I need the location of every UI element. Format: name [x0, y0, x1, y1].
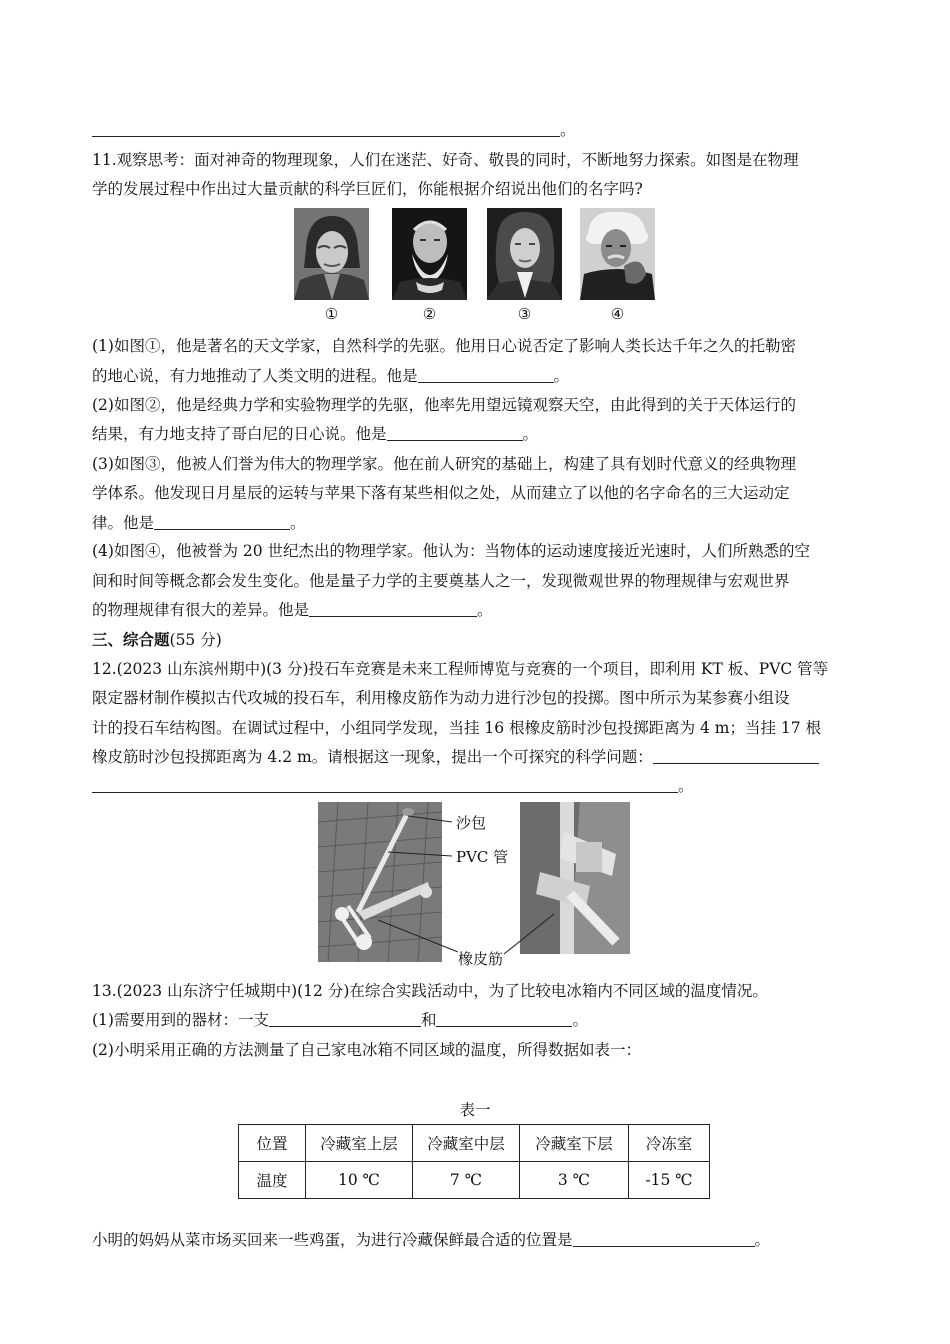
portrait-3-image: [487, 208, 562, 300]
table-cell: 温度: [239, 1162, 306, 1199]
portrait-2-image: [392, 208, 467, 300]
fridge-temperature-table: [238, 1124, 710, 1199]
answer-blank[interactable]: [92, 118, 560, 137]
q12-text-line: 橡皮筋时沙包投掷距离为 4.2 m。请根据这一现象，提出一个可探究的科学问题：: [92, 743, 819, 772]
portrait-label: ④: [610, 305, 625, 323]
table-cell: 冷藏室下层: [520, 1125, 629, 1162]
answer-blank[interactable]: [92, 774, 678, 793]
catapult-figure: [318, 802, 638, 970]
q11-p4-line: (4)如图④，他被誉为 20 世纪杰出的物理学家。他认为：当物体的运动速度接近光速时，人们所熟悉的空: [92, 542, 811, 560]
answer-blank[interactable]: [269, 1008, 421, 1027]
q13-text-line: 小明的妈妈从菜市场买回来一些鸡蛋，为进行冷藏保鲜最合适的位置是 。: [92, 1226, 770, 1255]
table-row: [239, 1162, 710, 1199]
answer-blank[interactable]: [154, 511, 290, 530]
table-cell: 冷藏室上层: [306, 1125, 413, 1162]
answer-blank[interactable]: [573, 1228, 755, 1247]
q11-p3-line: 律。他是 。: [92, 509, 306, 538]
portrait-1-image: [294, 208, 369, 300]
scientist-portraits: [294, 208, 664, 326]
label-pvc-pipe: PVC 管: [456, 848, 509, 866]
q11-p3-line: (3)如图③，他被人们誉为伟大的物理学家。他在前人研究的基础上，构建了具有划时代意义的经典物理: [92, 455, 796, 473]
answer-blank[interactable]: [418, 364, 554, 383]
q12-text-line: 计的投石车结构图。在调试过程中，小组同学发现，当挂 16 根橡皮筋时沙包投掷距离为 4 m；当挂 17 根: [92, 719, 822, 737]
q13-text-line: 13.(2023 山东济宁任城期中)(12 分)在综合实践活动中，为了比较电冰箱内不同区域的温度情况。: [92, 982, 768, 1000]
table-header-row: [239, 1125, 710, 1162]
q12-text-line: 12.(2023 山东滨州期中)(3 分)投石车竞赛是未来工程师博览与竞赛的一个项目，即利用 KT 板、PVC 管等: [92, 660, 829, 678]
answer-blank[interactable]: [309, 598, 477, 617]
q11-p4-line: 间和时间等概念都会发生变化。他是量子力学的主要奠基人之一，发现微观世界的物理规律与宏观世界: [92, 572, 790, 590]
answer-blank[interactable]: [653, 745, 819, 764]
section-heading: 三、综合题(55 分): [92, 630, 222, 649]
table-cell: -15 ℃: [629, 1162, 710, 1199]
q11-p3-line: 学体系。他发现日月星辰的运转与苹果下落有某些相似之处，从而建立了以他的名字命名的三大运动定: [92, 484, 790, 502]
table-cell: 10 ℃: [306, 1162, 413, 1199]
q11-p4-line: 的物理规律有很大的差异。他是 。: [92, 596, 493, 625]
q13-text-line: (2)小明采用正确的方法测量了自己家电冰箱不同区域的温度，所得数据如表一：: [92, 1041, 641, 1059]
q12-text-line: 限定器材制作模拟古代攻城的投石车，利用橡皮筋作为动力进行沙包的投掷。图中所示为某参赛小组设: [92, 689, 790, 707]
q12-text-line: 。: [92, 772, 694, 801]
table-caption: 表一: [459, 1101, 491, 1119]
answer-blank[interactable]: [436, 1008, 572, 1027]
q13-text-line: (1)需要用到的器材：一支 和 。: [92, 1006, 588, 1035]
q11-p1-line: 的地心说，有力地推动了人类文明的进程。他是 。: [92, 362, 569, 391]
table-cell: 位置: [239, 1125, 306, 1162]
label-rubber-band: 橡皮筋: [458, 950, 504, 968]
table-cell: 7 ℃: [413, 1162, 520, 1199]
answer-line-continuation: 。: [92, 116, 576, 145]
table-cell: 3 ℃: [520, 1162, 629, 1199]
answer-blank[interactable]: [387, 422, 523, 441]
table-cell: 冷藏室中层: [413, 1125, 520, 1162]
table-cell: 冷冻室: [629, 1125, 710, 1162]
portrait-4-image: [580, 208, 655, 300]
portrait-label: ①: [324, 305, 339, 323]
q11-text-line: 11.观察思考：面对神奇的物理现象，人们在迷茫、好奇、敬畏的同时，不断地努力探索。如图是在物理: [92, 151, 799, 169]
q11-p1-line: (1)如图①，他是著名的天文学家，自然科学的先驱。他用日心说否定了影响人类长达千年之久的托勒密: [92, 337, 796, 355]
portrait-label: ②: [422, 305, 437, 323]
label-sandbag: 沙包: [456, 814, 487, 832]
q11-p2-line: (2)如图②，他是经典力学和实验物理学的先驱，他率先用望远镜观察天空，由此得到的关于天体运行的: [92, 396, 796, 414]
q11-p2-line: 结果，有力地支持了哥白尼的日心说。他是 。: [92, 420, 538, 449]
portrait-label: ③: [517, 305, 532, 323]
q11-text-line: 学的发展过程中作出过大量贡献的科学巨匠们，你能根据介绍说出他们的名字吗?: [92, 180, 643, 198]
